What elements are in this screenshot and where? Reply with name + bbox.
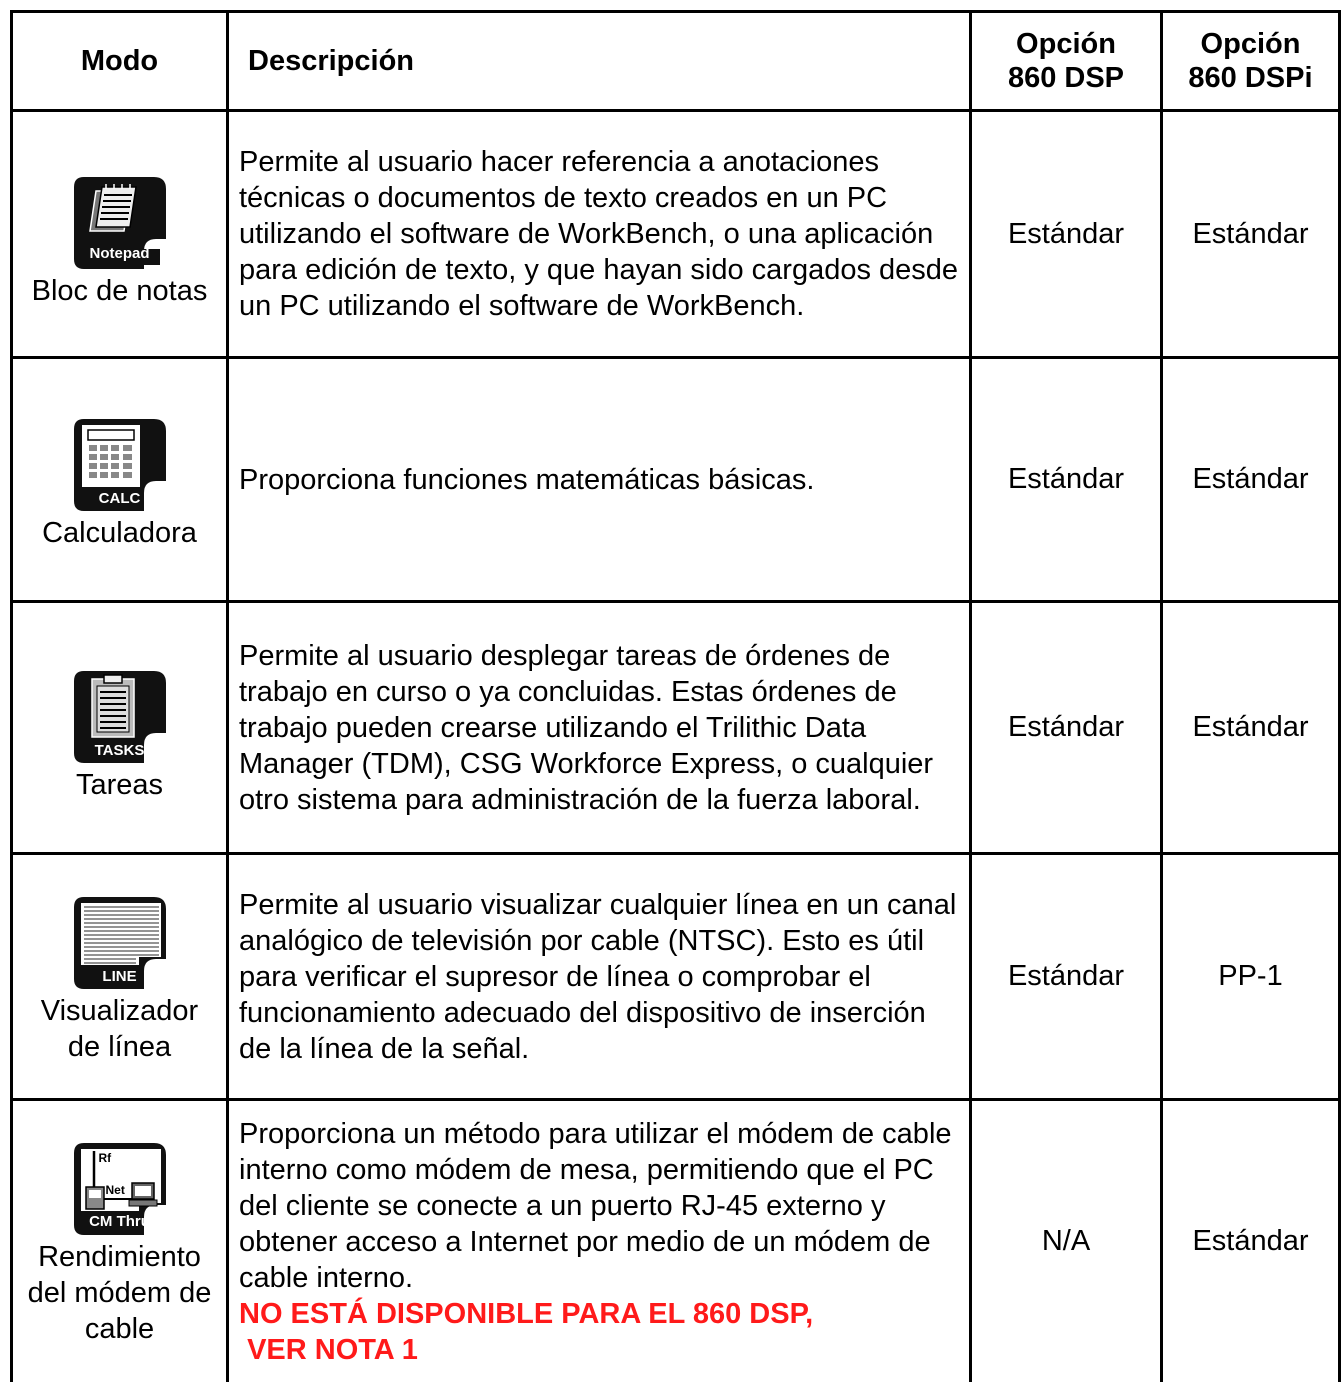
table-row-line-dspi [1163, 855, 1338, 1098]
value-dspi: Estándar [1192, 711, 1309, 743]
table-row-notepad-description [229, 112, 969, 356]
table-row-tasks-mode [13, 603, 226, 852]
mode-label-bloc-de-notas: Bloc de notas [31, 275, 208, 307]
mode-label-rendimiento-del-modem-de-cable: Rendimiento del módem de cable [27, 1240, 212, 1345]
mode-label-tareas: Tareas [75, 768, 164, 801]
calculator-icon-label: CALC [98, 489, 141, 507]
cable-modem-rf-label: Rf [98, 1150, 112, 1165]
table-row-tasks-dspi [1163, 603, 1338, 852]
notepad-icon-label: Notepad [89, 245, 150, 262]
clipboard-icon [74, 671, 166, 763]
table-row-cm-dsp [972, 1101, 1160, 1382]
notepad-icon [74, 177, 166, 269]
mode-label-visualizador-de-linea: Visualizador de línea [40, 994, 199, 1063]
cable-modem-icon [74, 1143, 166, 1235]
table-row-calc-dspi [1163, 359, 1338, 600]
table-row-line-description [229, 855, 969, 1098]
table-row-line-dsp [972, 855, 1160, 1098]
table-row-calc-dsp [972, 359, 1160, 600]
value-dsp: Estándar [1007, 960, 1125, 992]
table-row-calc-mode [13, 359, 226, 600]
header-opcion-860-dsp-label: Opción 860 DSP [1007, 28, 1125, 94]
header-opcion-860-dsp [972, 13, 1160, 109]
header-modo-label: Modo [80, 45, 159, 77]
table-row-cm-mode [13, 1101, 226, 1382]
table-row-cm-description [229, 1101, 969, 1382]
value-dspi: Estándar [1192, 1225, 1309, 1257]
header-opcion-860-dspi [1163, 13, 1338, 109]
value-dsp: Estándar [1007, 463, 1125, 495]
table-row-line-mode [13, 855, 226, 1098]
description-text: Permite al usuario desplegar tareas de órdenes de trabajo en curso o ya concluidas. Estas órdenes de trabajo pueden crearse utilizando el Trilithic Data Manager (TDM), CSG Workforce Express, o cualquier otro sistema para administración de la fuerza laboral. [239, 639, 934, 816]
cable-modem-icon-label: CM Thru [89, 1212, 150, 1230]
line-viewer-icon-label: LINE [102, 967, 137, 985]
value-dspi: Estándar [1192, 217, 1309, 250]
table-row-calc-description [229, 359, 969, 600]
description-text: Proporciona funciones matemáticas básicas. [239, 463, 815, 496]
description-text: Proporciona un método para utilizar el módem de cable interno como módem de mesa, permitiendo que el PC del cliente se conecte a un puerto RJ-45 externo y obtener acceso a Internet por medio de un módem de cable interno. [239, 1117, 952, 1294]
header-modo [13, 13, 226, 109]
value-dspi: Estándar [1192, 463, 1309, 495]
mode-label-calculadora: Calculadora [42, 516, 197, 549]
description-text: Permite al usuario hacer referencia a anotaciones técnicas o documentos de texto creados en un PC utilizando el software de WorkBench, o una aplicación para edición de texto, y que hayan sido cargados desde un PC utilizando el software de WorkBench. [239, 146, 959, 322]
value-dsp: N/A [1041, 1225, 1091, 1257]
table-row-cm-dspi [1163, 1101, 1338, 1382]
warning-text: NO ESTÁ DISPONIBLE PARA EL 860 DSP, VER NOTA 1 [239, 1297, 814, 1366]
table-row-tasks-dsp [972, 603, 1160, 852]
table-row-notepad-dsp [972, 112, 1160, 356]
header-descripcion [229, 13, 969, 109]
description-text: Permite al usuario visualizar cualquier línea en un canal analógico de televisión por cable (NTSC). Esto es útil para verificar el supresor de línea o comprobar el funcionamiento adecuado del dispositivo de inserción de la línea de la señal. [239, 888, 957, 1065]
value-dsp: Estándar [1007, 711, 1125, 743]
calculator-icon [74, 419, 166, 511]
table-row-notepad-mode [13, 112, 226, 356]
cable-modem-net-label: Net [105, 1182, 125, 1197]
table-row-notepad-dspi [1163, 112, 1338, 356]
clipboard-icon-label: TASKS [94, 741, 145, 759]
value-dspi: PP-1 [1218, 960, 1283, 992]
value-dsp: Estándar [1007, 217, 1125, 250]
line-viewer-icon [74, 897, 166, 989]
table-row-tasks-description [229, 603, 969, 852]
header-opcion-860-dspi-label: Opción 860 DSPi [1188, 28, 1313, 94]
header-descripcion-label: Descripción [248, 45, 414, 77]
